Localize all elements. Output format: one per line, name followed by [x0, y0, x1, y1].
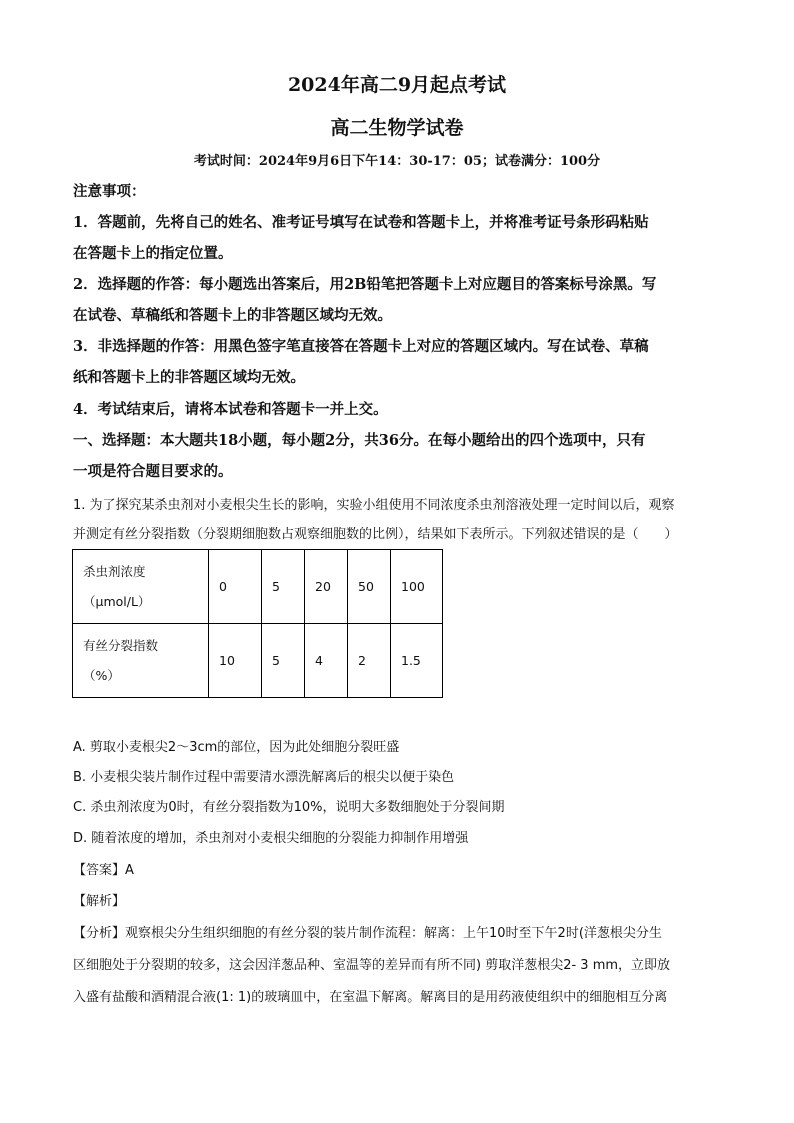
section-heading: 一、选择题：本大题共18小题，每小题2分，共36分。在每小题给出的四个选项中，只有	[73, 432, 646, 449]
note-line: 在试卷、草稿纸和答题卡上的非答题区域均无效。	[73, 307, 392, 324]
label-unit: （%）	[83, 667, 120, 683]
question-stem: 1. 为了探究某杀虫剂对小麦根尖生长的影响，实验小组使用不同浓度杀虫剂溶液处理一定时间以后，观察	[73, 498, 675, 513]
option-a: A. 剪取小麦根尖2～3cm的部位，因为此处细胞分裂旺盛	[73, 740, 400, 755]
exam-title: 2024年高二9月起点考试	[287, 74, 507, 96]
table-cell: 100	[391, 550, 443, 624]
option-d: D. 随着浓度的增加，杀虫剂对小麦根尖细胞的分裂能力抑制作用增强	[73, 831, 469, 846]
label-text: 杀虫剂浓度	[83, 563, 146, 579]
analysis-line: 【分析】观察根尖分生组织细胞的有丝分裂的装片制作流程：解离：上午10时至下午2时(洋葱根尖分生	[73, 926, 662, 941]
label-unit: （μmol/L）	[83, 593, 151, 609]
notes-heading: 注意事项：	[73, 183, 146, 200]
answer: 【答案】A	[73, 863, 134, 878]
table-row	[73, 624, 443, 698]
note-line: 4．考试结束后，请将本试卷和答题卡一并上交。	[73, 401, 388, 418]
note-line: 3．非选择题的作答：用黑色签字笔直接答在答题卡上对应的答题区域内。写在试卷、草稿	[73, 338, 649, 355]
paper-subtitle: 高二生物学试卷	[330, 117, 464, 139]
table-cell: 5	[262, 624, 305, 698]
analysis-heading: 【解析】	[73, 894, 126, 909]
analysis-line: 入盛有盐酸和酒精混合液(1: 1)的玻璃皿中，在室温下解离。解离目的是用药液使组织中的细胞相互分离	[73, 990, 668, 1005]
table-row-label	[73, 550, 209, 624]
note-line: 在答题卡上的指定位置。	[73, 245, 233, 262]
option-b: B. 小麦根尖装片制作过程中需要清水漂洗解离后的根尖以便于染色	[73, 770, 455, 785]
question-stem-cont: 并测定有丝分裂指数（分裂期细胞数占观察细胞数的比例），结果如下表所示。下列叙述错误的是（ ）	[73, 527, 678, 542]
table-row	[73, 550, 443, 624]
option-c: C. 杀虫剂浓度为0时，有丝分裂指数为10%，说明大多数细胞处于分裂间期	[73, 800, 505, 815]
analysis-line: 区细胞处于分裂期的较多，这会因洋葱品种、室温等的差异而有所不同) 剪取洋葱根尖2- 3 mm，立即放	[73, 958, 671, 973]
table-cell: 5	[262, 550, 305, 624]
table-cell: 20	[305, 550, 348, 624]
label-text: 有丝分裂指数	[83, 637, 159, 653]
table-cell: 1.5	[391, 624, 443, 698]
note-line: 1．答题前，先将自己的姓名、准考证号填写在试卷和答题卡上，并将准考证号条形码粘贴	[73, 214, 649, 231]
table-cell: 4	[305, 624, 348, 698]
table-row-label	[73, 624, 209, 698]
table-cell: 50	[348, 550, 391, 624]
table-cell: 0	[209, 550, 262, 624]
data-table	[72, 549, 443, 698]
table-cell: 2	[348, 624, 391, 698]
exam-info: 考试时间：2024年9月6日下午14：30-17：05；试卷满分：100分	[193, 154, 601, 169]
section-heading-cont: 一项是符合题目要求的。	[73, 463, 233, 480]
table-cell: 10	[209, 624, 262, 698]
note-line: 纸和答题卡上的非答题区域均无效。	[73, 369, 305, 386]
note-line: 2．选择题的作答：每小题选出答案后，用2B铅笔把答题卡上对应题目的答案标号涂黑。写	[73, 276, 657, 293]
